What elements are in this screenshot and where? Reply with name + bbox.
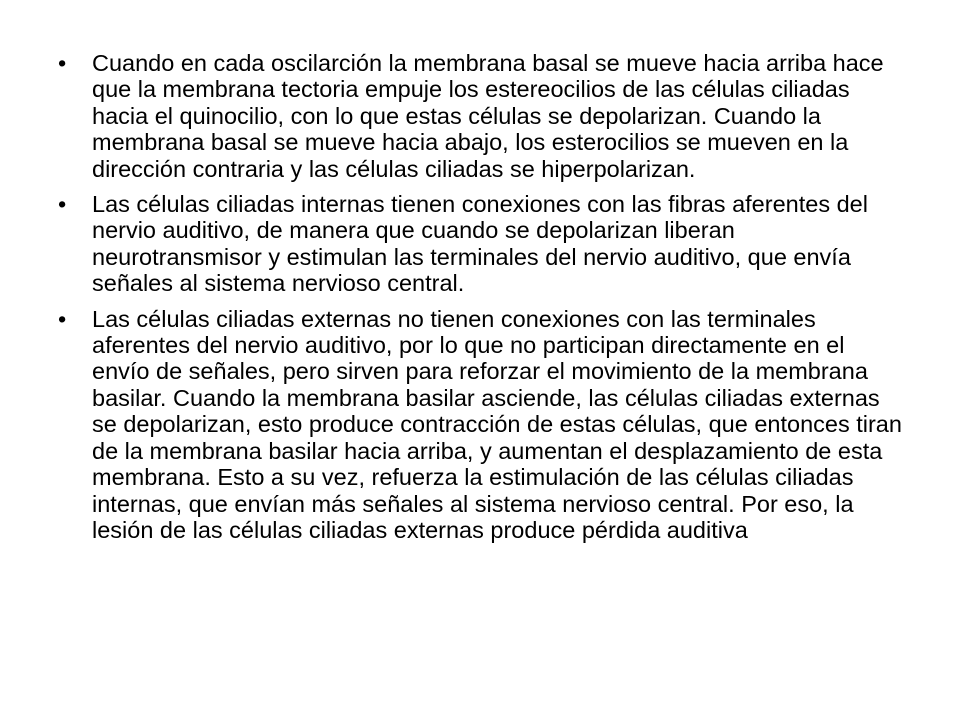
bullet-item-3 — [58, 306, 908, 544]
bullet-icon: • — [58, 191, 67, 218]
bullet-icon: • — [58, 305, 67, 332]
bullet-text-1: Cuando en cada oscilarción la membrana basal se mueve hacia arriba hace que la membrana tectoria empuje los estereocilios de las células ciliadas hacia el quinocilio, con lo que estas células se depolarizan. Cuando la membrana basal se mueve hacia abajo, los esterocilios se mueven en la dirección contraria y las células ciliadas se hiperpolarizan. — [92, 50, 884, 182]
bullet-item-1 — [58, 50, 908, 182]
bullet-text-2: Las células ciliadas internas tienen conexiones con las fibras aferentes del nervio auditivo, de manera que cuando se depolarizan liberan neurotransmisor y estimulan las terminales del nervio auditivo, que envía señales al sistema nervioso central. — [92, 191, 868, 297]
bullet-icon: • — [58, 50, 67, 76]
bullet-text-3: Las células ciliadas externas no tienen conexiones con las terminales aferentes del nervio auditivo, por lo que no participan directamente en el envío de señales, pero sirven para reforzar el movimiento de la membrana basilar. Cuando la membrana basilar asciende, las células ciliadas externas se depolarizan, esto produce contracción de estas células, que entonces tiran de la membrana basilar hacia arriba, y aumentan el desplazamiento de esta membrana. Esto a su vez, refuerza la estimulación de las células ciliadas internas, que envían más señales al sistema nervioso central. Por eso, la lesión de las células ciliadas externas produce pérdida auditiva — [92, 305, 902, 543]
bullet-item-2 — [58, 191, 908, 297]
bullet-list — [58, 50, 908, 552]
